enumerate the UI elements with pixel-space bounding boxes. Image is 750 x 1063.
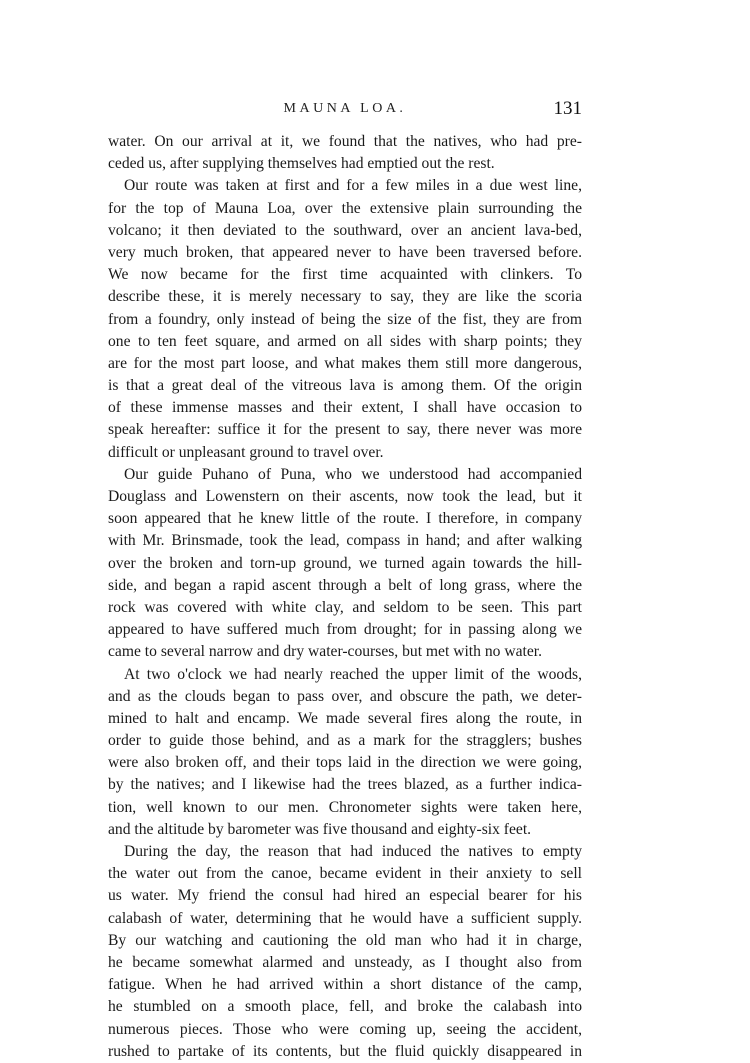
text-line: came to several narrow and dry water-courses, but met with no water. [108, 643, 542, 661]
text-line: he stumbled on a smooth place, fell, and broke the calabash into [108, 998, 582, 1016]
text-line: mined to halt and encamp. We made several fires along the route, in [108, 709, 582, 727]
text-line: the water out from the canoe, became evident in their anxiety to sell [108, 865, 582, 883]
text-line: from a foundry, only instead of being the size of the fist, they are from [108, 310, 582, 328]
text-line: are for the most part loose, and what makes them still more dangerous, [108, 354, 582, 372]
text-line: fatigue. When he had arrived within a short distance of the camp, [108, 976, 582, 994]
text-line: At two o'clock we had nearly reached the upper limit of the woods, [124, 665, 582, 683]
text-line: speak hereafter: suffice it for the present to say, there never was more [108, 421, 582, 439]
text-line: over the broken and torn-up ground, we turned again towards the hill- [108, 554, 582, 572]
text-line: us water. My friend the consul had hired an especial bearer for his [108, 887, 582, 905]
text-line: ceded us, after supplying themselves had emptied out the rest. [108, 155, 495, 173]
running-title: MAUNA LOA. [283, 101, 407, 116]
text-line: calabash of water, determining that he would have a sufficient supply. [108, 909, 582, 927]
text-line: with Mr. Brinsmade, took the lead, compass in hand; and after walking [108, 532, 582, 550]
text-line: Our guide Puhano of Puna, who we understood had accompanied [124, 465, 582, 483]
text-line: During the day, the reason that had induced the natives to empty [124, 843, 582, 860]
text-line: soon appeared that he knew little of the route. I therefore, in company [108, 510, 582, 528]
text-line: numerous pieces. Those who were coming up, seeing the accident, [108, 1020, 582, 1038]
text-line: side, and began a rapid ascent through a belt of long grass, where the [108, 576, 582, 594]
text-line: Douglass and Lowenstern on their ascents, now took the lead, but it [108, 488, 582, 505]
text-line: Our route was taken at first and for a few miles in a due west line, [124, 177, 582, 195]
text-line: difficult or unpleasant ground to travel over. [108, 443, 384, 461]
page-number: 131 [553, 98, 582, 119]
text-line: and as the clouds began to pass over, and obscure the path, we deter- [108, 687, 582, 705]
text-line: rock was covered with white clay, and seldom to be seen. This part [108, 598, 582, 616]
text-line: By our watching and cautioning the old man who had it in charge, [108, 931, 582, 949]
text-line: of these immense masses and their extent, I shall have occasion to [108, 399, 582, 417]
text-line: is that a great deal of the vitreous lava is among them. Of the origin [108, 377, 582, 395]
text-line: volcano; it then deviated to the southward, over an ancient lava-bed, [108, 221, 582, 239]
text-line: tion, well known to our men. Chronometer sights were taken here, [108, 798, 582, 816]
text-line: and the altitude by barometer was five thousand and eighty-six feet. [108, 820, 532, 838]
text-line: describe these, it is merely necessary to say, they are like the scoria [108, 288, 582, 306]
text-line: We now became for the first time acquainted with clinkers. To [108, 266, 582, 284]
running-head [108, 98, 582, 124]
text-line: rushed to partake of its contents, but the fluid quickly disappeared in [108, 1042, 582, 1060]
text-line: by the natives; and I likewise had the trees blazed, as a further indica- [108, 776, 582, 794]
text-line: one to ten feet square, and armed on all sides with sharp points; they [108, 332, 582, 350]
body-text [108, 131, 582, 1063]
text-line: very much broken, that appeared never to have been traversed before. [108, 243, 582, 261]
text-line: appeared to have suffered much from drought; for in passing along we [108, 621, 582, 639]
text-line: water. On our arrival at it, we found that the natives, who had pre- [108, 133, 582, 150]
text-line: were also broken off, and their tops laid in the direction we were going, [108, 754, 582, 772]
text-line: for the top of Mauna Loa, over the extensive plain surrounding the [108, 199, 582, 217]
text-line: he became somewhat alarmed and unsteady, as I thought also from [108, 953, 582, 971]
text-line: order to guide those behind, and as a mark for the stragglers; bushes [108, 732, 582, 750]
